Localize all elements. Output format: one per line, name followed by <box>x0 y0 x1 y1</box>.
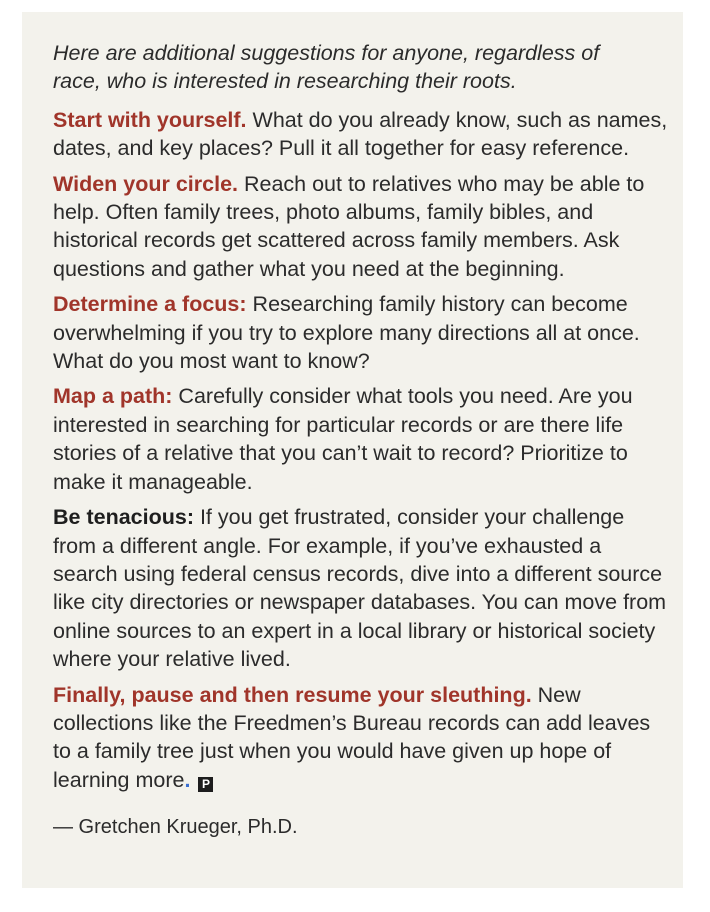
tip-heading: Map a path: <box>53 384 173 409</box>
tip-text: Reach out to relatives who may be able to help. Often family trees, photo albums, family bibles, and historical records get scattered across family members. Ask questions and gather what you need at the beginning. <box>53 171 645 281</box>
tip-heading: Determine a focus: <box>53 292 247 317</box>
tip-heading: Be tenacious: <box>53 505 194 530</box>
tip-widen-your-circle <box>53 170 668 284</box>
tip-heading: Finally, pause and then resume your sleuthing. <box>53 682 532 707</box>
tip-pause-and-resume <box>53 681 668 795</box>
tip-text: Researching family history can become overwhelming if you try to explore many directions all at once. What do you most want to know? <box>53 292 640 374</box>
end-mark-icon: P <box>198 777 213 792</box>
tip-text: If you get frustrated, consider your challenge from a different angle. For example, if you’ve exhausted a search using federal census records, dive into a different source like city directories or newspaper databases. You can move from online sources to an expert in a local library or historical society where your relative lived. <box>53 505 667 672</box>
tip-text: Carefully consider what tools you need. Are you interested in searching for particular records or are there life stories of a relative that you can’t wait to record? Prioritize to make it manageable. <box>53 384 633 494</box>
panel-content <box>53 39 668 860</box>
tip-map-a-path <box>53 382 668 496</box>
tip-start-with-yourself <box>53 106 668 163</box>
tip-text: What do you already know, such as names, dates, and key places? Pull it all together for easy reference. <box>53 107 668 161</box>
attribution: — Gretchen Krueger, Ph.D. <box>53 816 298 839</box>
tip-text: New collections like the Freedmen’s Bureau records can add leaves to a family tree just when you would have given up hope of learning more <box>53 682 651 792</box>
tip-heading: Start with yourself. <box>53 107 247 132</box>
end-period: . <box>184 767 191 792</box>
tip-heading: Widen your circle. <box>53 171 238 196</box>
tip-be-tenacious <box>53 503 668 673</box>
sidebar-panel <box>22 12 683 888</box>
tip-determine-a-focus <box>53 290 668 375</box>
intro-text: Here are additional suggestions for anyone, regardless of race, who is interested in researching their roots. <box>53 41 600 94</box>
